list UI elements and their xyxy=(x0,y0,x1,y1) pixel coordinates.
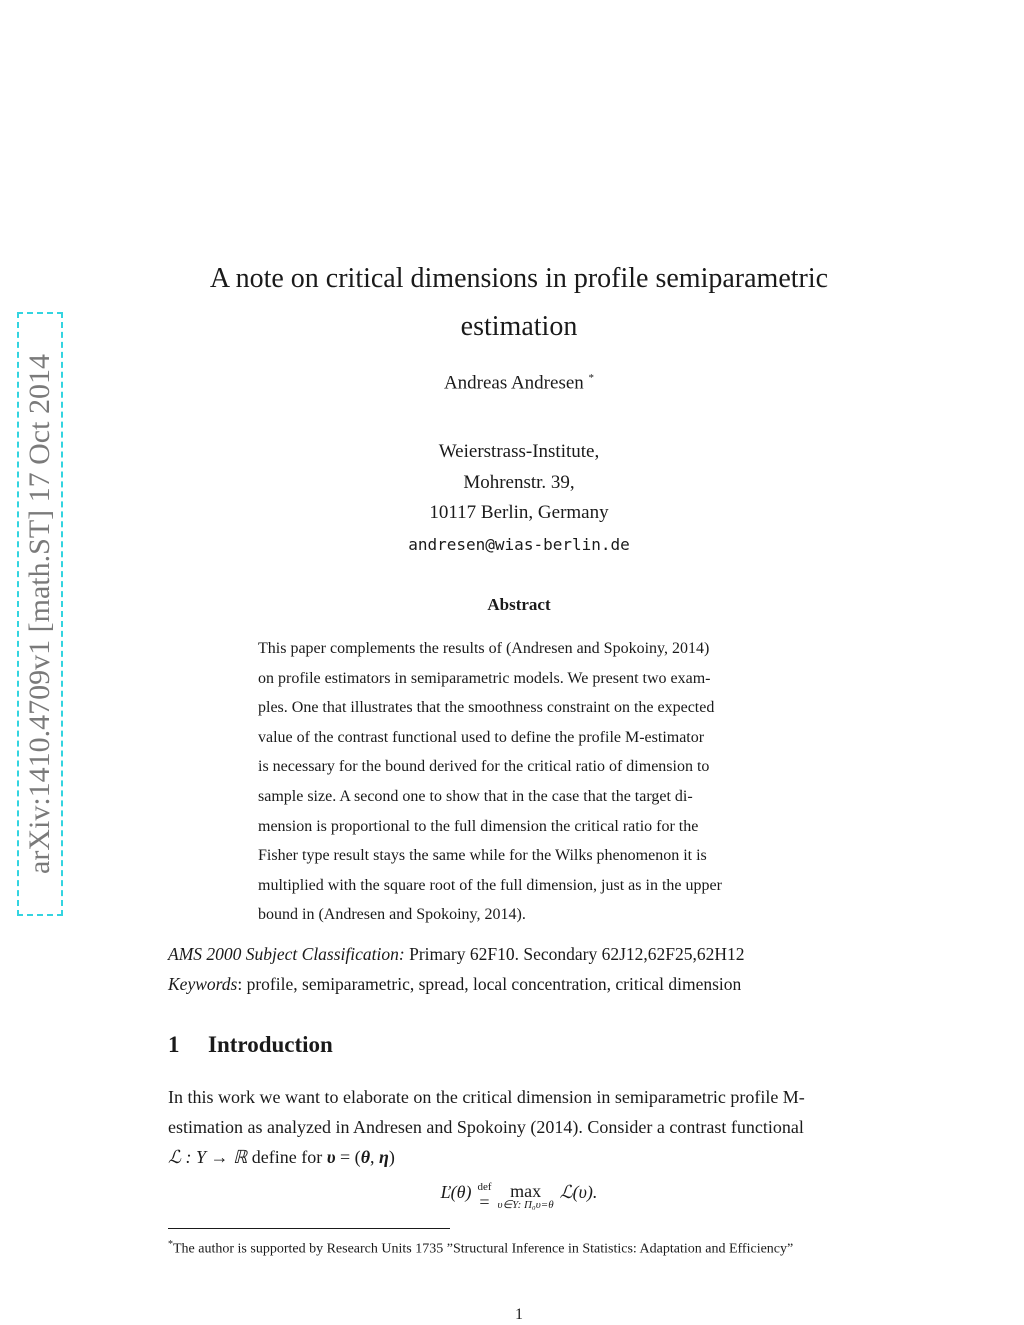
equation-rhs: ℒ(υ). xyxy=(559,1182,598,1202)
author-name: Andreas Andresen xyxy=(443,372,584,394)
contrast-functional-math: ℒ : Υ → ℝ xyxy=(168,1147,248,1167)
equation-max-operator: max υ∈Υ: Π₀υ=θ xyxy=(497,1181,554,1211)
abstract-heading: Abstract xyxy=(487,595,551,614)
abstract-line: multiplied with the square root of the full dimension, just as in the upper xyxy=(258,876,722,894)
author-footnote-mark: * xyxy=(588,372,595,384)
abstract-line: mension is proportional to the full dimension the critical ratio for the xyxy=(258,817,699,835)
profile-equation xyxy=(168,1182,870,1211)
equation-definition-symbol: def = xyxy=(477,1181,492,1212)
intro-line-1: In this work we want to elaborate on the critical dimension in semiparametric profile M- xyxy=(168,1087,805,1107)
ams-label: AMS 2000 Subject Classification: xyxy=(168,944,405,964)
section-heading xyxy=(168,1032,333,1058)
arxiv-stamp xyxy=(17,312,63,916)
affiliation-line-1: Weierstrass-Institute, xyxy=(438,441,600,462)
parameter-math: υ xyxy=(326,1147,336,1167)
section-title: Introduction xyxy=(208,1032,333,1057)
affiliation-line-3: 10117 Berlin, Germany xyxy=(429,502,609,523)
footnote-text: The author is supported by Research Units 1735 ”Structural Inference in Statistics: Adaptation and Efficiency” xyxy=(173,1241,794,1257)
paper-title xyxy=(168,255,870,351)
abstract-line: on profile estimators in semiparametric models. We present two exam- xyxy=(258,669,711,687)
keywords-label: Keywords xyxy=(168,974,238,994)
abstract-line: is necessary for the bound derived for the critical ratio of dimension to xyxy=(258,758,710,776)
title-line-1: A note on critical dimensions in profile semiparametric xyxy=(209,263,829,294)
equation-lhs: Ľ(θ) xyxy=(440,1182,472,1202)
abstract-line: This paper complements the results of (Andresen and Spokoiny, 2014) xyxy=(258,640,710,657)
title-line-2: estimation xyxy=(460,311,578,342)
abstract-line: value of the contrast functional used to define the profile M-estimator xyxy=(258,728,705,746)
intro-line-3-text: define for xyxy=(251,1147,323,1167)
section-number: 1 xyxy=(168,1032,180,1057)
abstract-body xyxy=(258,634,780,930)
author-email[interactable]: andresen@wias-berlin.de xyxy=(408,535,630,554)
footnote-rule xyxy=(168,1228,450,1229)
keywords-value: profile, semiparametric, spread, local concentration, critical dimension xyxy=(246,974,742,994)
arxiv-identifier: arXiv:1410.4709v1 [math.ST] 17 Oct 2014 xyxy=(23,354,56,874)
abstract-line: Fisher type result stays the same while for the Wilks phenomenon it is xyxy=(258,847,707,865)
footnote xyxy=(168,1234,870,1261)
ams-value: Primary 62F10. Secondary 62J12,62F25,62H12 xyxy=(409,944,745,964)
author-line xyxy=(168,372,870,394)
keywords: Keywords: profile, semiparametric, spread, local concentration, critical dimension xyxy=(168,974,742,994)
ams-classification xyxy=(168,944,870,965)
intro-line-2: estimation as analyzed in Andresen and Spokoiny (2014). Consider a contrast functional xyxy=(168,1117,804,1137)
affiliation-line-2: Mohrenstr. 39, xyxy=(463,472,575,493)
footnote-mark: * xyxy=(168,1239,173,1250)
abstract-line: bound in (Andresen and Spokoiny, 2014). xyxy=(258,906,526,924)
abstract-line: sample size. A second one to show that in the case that the target di- xyxy=(258,787,693,805)
page-number: 1 xyxy=(515,1306,523,1323)
abstract-line: ples. One that illustrates that the smoothness constraint on the expected xyxy=(258,699,715,717)
intro-paragraph xyxy=(168,1082,870,1172)
intro-line-3: ℒ : Υ → ℝ define for υ = (θ, η) xyxy=(168,1147,395,1167)
